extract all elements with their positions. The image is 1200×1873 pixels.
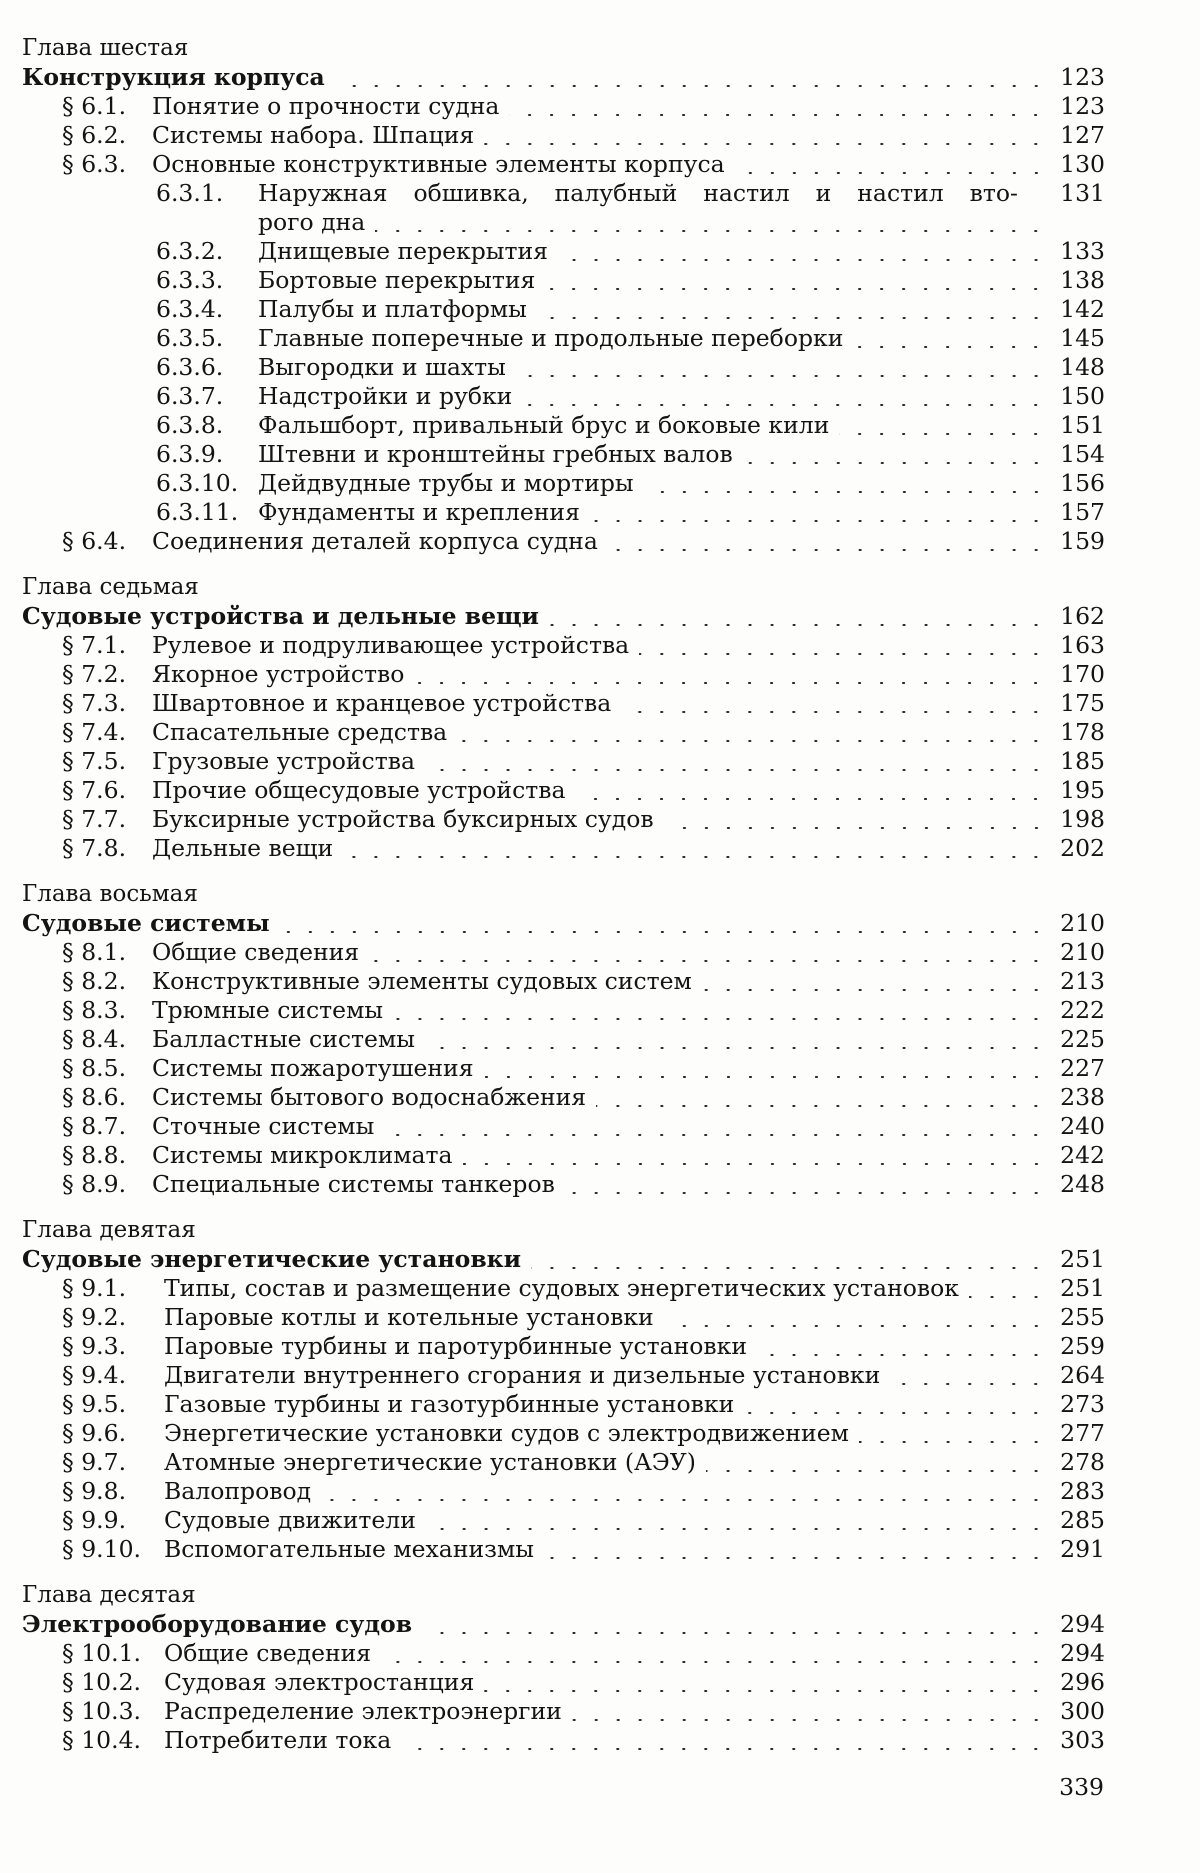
subsection-entry bbox=[22, 353, 1105, 382]
page-ref: 303 bbox=[1060, 1726, 1105, 1754]
subsection-entry bbox=[22, 295, 1105, 324]
dot-leader bbox=[596, 1105, 1047, 1107]
dot-leader bbox=[516, 375, 1047, 377]
section-entry bbox=[22, 1170, 1105, 1199]
entry-number: § 9.1. bbox=[62, 1274, 127, 1302]
entry-number: § 8.6. bbox=[62, 1083, 127, 1111]
entry-number: § 8.9. bbox=[62, 1170, 127, 1198]
dot-leader bbox=[735, 172, 1047, 174]
entry-title: Распределение электроэнергии bbox=[164, 1697, 562, 1725]
entry-number: 6.3.7. bbox=[156, 382, 224, 410]
page-ref: 238 bbox=[1060, 1083, 1105, 1111]
page-ref: 294 bbox=[1060, 1639, 1105, 1667]
entry-number: § 9.7. bbox=[62, 1448, 127, 1476]
page-ref: 163 bbox=[1060, 631, 1105, 659]
entry-number: § 9.8. bbox=[62, 1477, 127, 1505]
chapter-title-row bbox=[22, 909, 1105, 938]
page-ref: 123 bbox=[1060, 92, 1105, 120]
dot-leader bbox=[484, 1690, 1047, 1692]
dot-leader bbox=[509, 114, 1047, 116]
dot-leader bbox=[426, 1528, 1047, 1530]
page-ref: 242 bbox=[1060, 1141, 1105, 1169]
dot-leader bbox=[384, 1134, 1047, 1136]
page-ref: 142 bbox=[1060, 295, 1105, 323]
dot-leader bbox=[890, 1383, 1047, 1385]
dot-leader bbox=[545, 288, 1047, 290]
entry-number: § 7.1. bbox=[62, 631, 127, 659]
dot-leader bbox=[572, 1719, 1047, 1721]
page-ref: 157 bbox=[1060, 498, 1105, 526]
dot-leader bbox=[744, 1412, 1047, 1414]
dot-leader bbox=[644, 491, 1047, 493]
page-ref: 210 bbox=[1060, 909, 1105, 937]
entry-title: Буксирные устройства буксирных судов bbox=[152, 805, 654, 833]
entry-title: Системы пожаротушения bbox=[152, 1054, 474, 1082]
chapter-label: Глава восьмая bbox=[22, 881, 198, 907]
dot-leader bbox=[969, 1296, 1047, 1298]
entry-title: Конструктивные элементы судовых систем bbox=[152, 967, 692, 995]
entry-title: Грузовые устройства bbox=[152, 747, 415, 775]
dot-leader bbox=[549, 624, 1047, 626]
dot-leader bbox=[457, 740, 1047, 742]
entry-number: § 10.2. bbox=[62, 1668, 142, 1696]
chapter-title-row bbox=[22, 602, 1105, 631]
subsection-entry bbox=[22, 266, 1105, 295]
entry-number: 6.3.11. bbox=[156, 498, 239, 526]
section-entry bbox=[22, 938, 1105, 967]
entry-title: Потребители тока bbox=[164, 1726, 392, 1754]
section-entry bbox=[22, 996, 1105, 1025]
entry-number: § 6.2. bbox=[62, 121, 127, 149]
entry-number: § 9.4. bbox=[62, 1361, 127, 1389]
chapter-label: Глава шестая bbox=[22, 35, 189, 61]
section-entry bbox=[22, 1668, 1105, 1697]
section-entry bbox=[22, 1025, 1105, 1054]
entry-number: § 8.5. bbox=[62, 1054, 127, 1082]
dot-leader bbox=[335, 85, 1047, 87]
entry-title: Специальные системы танкеров bbox=[152, 1170, 555, 1198]
entry-number: § 7.4. bbox=[62, 718, 127, 746]
entry-number: § 8.1. bbox=[62, 938, 127, 966]
page-ref: 145 bbox=[1060, 324, 1105, 352]
entry-number: § 6.4. bbox=[62, 527, 127, 555]
entry-title: Фундаменты и крепления bbox=[258, 498, 580, 526]
entry-title: Рулевое и подруливающее устройства bbox=[152, 631, 630, 659]
page-ref: 133 bbox=[1060, 237, 1105, 265]
entry-title: Судовые движители bbox=[164, 1506, 416, 1534]
entry-number: § 9.5. bbox=[62, 1390, 127, 1418]
subsection-entry bbox=[22, 237, 1105, 266]
page-ref: 138 bbox=[1060, 266, 1105, 294]
entry-number: § 9.2. bbox=[62, 1303, 127, 1331]
entry-number: 6.3.5. bbox=[156, 324, 224, 352]
page-ref: 291 bbox=[1060, 1535, 1105, 1563]
section-entry bbox=[22, 1112, 1105, 1141]
entry-title: Газовые турбины и газотурбинные установки bbox=[164, 1390, 735, 1418]
dot-leader bbox=[537, 317, 1047, 319]
entry-title: Системы бытового водоснабжения bbox=[152, 1083, 587, 1111]
section-entry bbox=[22, 1639, 1105, 1668]
entry-title: Понятие о прочности судна bbox=[152, 92, 500, 120]
page-ref: 198 bbox=[1060, 805, 1105, 833]
section-entry bbox=[22, 660, 1105, 689]
entry-title-continued: рого дна bbox=[258, 208, 366, 236]
dot-leader bbox=[544, 1557, 1047, 1559]
entry-title: Двигатели внутреннего сгорания и дизельные установки bbox=[164, 1361, 881, 1389]
chapter-title: Судовые энергетические установки bbox=[22, 1245, 522, 1273]
subsection-entry bbox=[22, 411, 1105, 440]
chapter-label: Глава седьмая bbox=[22, 574, 199, 600]
section-entry bbox=[22, 1477, 1105, 1506]
page-ref: 285 bbox=[1060, 1506, 1105, 1534]
page-ref: 283 bbox=[1060, 1477, 1105, 1505]
entry-number: 6.3.2. bbox=[156, 237, 224, 265]
page-ref: 213 bbox=[1060, 967, 1105, 995]
section-entry bbox=[22, 967, 1105, 996]
dot-leader bbox=[393, 1018, 1047, 1020]
section-entry bbox=[22, 834, 1105, 863]
entry-title: Палубы и платформы bbox=[258, 295, 527, 323]
dot-leader bbox=[839, 433, 1047, 435]
entry-title: Бортовые перекрытия bbox=[258, 266, 536, 294]
section-entry bbox=[22, 1419, 1105, 1448]
entry-title: Типы, состав и размещение судовых энергетических установок bbox=[164, 1274, 959, 1302]
page-ref: 251 bbox=[1060, 1274, 1105, 1302]
section-entry bbox=[22, 1083, 1105, 1112]
entry-title: Прочие общесудовые устройства bbox=[152, 776, 566, 804]
page-ref: 185 bbox=[1060, 747, 1105, 775]
dot-leader bbox=[608, 549, 1047, 551]
page-ref: 156 bbox=[1060, 469, 1105, 497]
entry-title: Дельные вещи bbox=[152, 834, 334, 862]
section-entry bbox=[22, 805, 1105, 834]
entry-number: § 9.9. bbox=[62, 1506, 127, 1534]
entry-number: § 8.4. bbox=[62, 1025, 127, 1053]
page-ref: 294 bbox=[1060, 1610, 1105, 1638]
chapter-label: Глава девятая bbox=[22, 1217, 196, 1243]
chapter-label: Глава десятая bbox=[22, 1582, 196, 1608]
section-entry bbox=[22, 1535, 1105, 1564]
entry-title: Общие сведения bbox=[152, 938, 360, 966]
entry-number: 6.3.1. bbox=[156, 179, 224, 207]
chapter-title-row bbox=[22, 1610, 1105, 1639]
entry-title: Системы микроклимата bbox=[152, 1141, 453, 1169]
entry-number: § 9.6. bbox=[62, 1419, 127, 1447]
dot-leader bbox=[743, 462, 1047, 464]
section-entry bbox=[22, 1141, 1105, 1170]
dot-leader bbox=[425, 1047, 1047, 1049]
dot-leader bbox=[575, 798, 1047, 800]
entry-title: Сточные системы bbox=[152, 1112, 375, 1140]
dot-leader bbox=[853, 346, 1047, 348]
page-ref: 227 bbox=[1060, 1054, 1105, 1082]
dot-leader bbox=[639, 653, 1047, 655]
page-ref: 127 bbox=[1060, 121, 1105, 149]
section-entry bbox=[22, 1506, 1105, 1535]
section-entry bbox=[22, 631, 1105, 660]
dot-leader bbox=[664, 1325, 1047, 1327]
subsection-entry bbox=[22, 382, 1105, 411]
section-entry bbox=[22, 150, 1105, 179]
section-entry bbox=[22, 92, 1105, 121]
page-ref: 210 bbox=[1060, 938, 1105, 966]
entry-title: Энергетические установки судов с электродвижением bbox=[164, 1419, 849, 1447]
entry-title: Системы набора. Шпация bbox=[152, 121, 475, 149]
page-ref: 251 bbox=[1060, 1245, 1105, 1273]
subsection-entry bbox=[22, 440, 1105, 469]
page-ref: 255 bbox=[1060, 1303, 1105, 1331]
page-ref: 222 bbox=[1060, 996, 1105, 1024]
section-entry bbox=[22, 718, 1105, 747]
page-ref: 225 bbox=[1060, 1025, 1105, 1053]
dot-leader bbox=[664, 827, 1047, 829]
page-ref: 150 bbox=[1060, 382, 1105, 410]
entry-title: Балластные системы bbox=[152, 1025, 415, 1053]
entry-number: § 10.4. bbox=[62, 1726, 142, 1754]
dot-leader bbox=[565, 1192, 1047, 1194]
page-ref: 259 bbox=[1060, 1332, 1105, 1360]
chapter-title: Судовые системы bbox=[22, 909, 270, 937]
dot-leader bbox=[706, 1470, 1047, 1472]
entry-title: Надстройки и рубки bbox=[258, 382, 513, 410]
page-ref: 148 bbox=[1060, 353, 1105, 381]
page-ref: 178 bbox=[1060, 718, 1105, 746]
entry-title: Вспомогательные механизмы bbox=[164, 1535, 534, 1563]
entry-title: Спасательные средства bbox=[152, 718, 448, 746]
section-entry bbox=[22, 1361, 1105, 1390]
entry-number: § 7.5. bbox=[62, 747, 127, 775]
dot-leader bbox=[522, 404, 1047, 406]
page-ref: 248 bbox=[1060, 1170, 1105, 1198]
entry-number: 6.3.9. bbox=[156, 440, 224, 468]
entry-title: Дейдвудные трубы и мортиры bbox=[258, 469, 634, 497]
entry-number: § 7.8. bbox=[62, 834, 127, 862]
entry-title: Главные поперечные и продольные переборки bbox=[258, 324, 844, 352]
dot-leader bbox=[859, 1441, 1047, 1443]
page-ref: 131 bbox=[1060, 179, 1105, 207]
entry-title: Судовая электростанция bbox=[164, 1668, 475, 1696]
entry-number: § 6.1. bbox=[62, 92, 127, 120]
section-entry bbox=[22, 776, 1105, 805]
entry-title: Днищевые перекрытия bbox=[258, 237, 548, 265]
chapter-title: Электрооборудование судов bbox=[22, 1610, 413, 1638]
dot-leader bbox=[422, 1632, 1047, 1634]
entry-title: Швартовное и кранцевое устройства bbox=[152, 689, 612, 717]
section-entry bbox=[22, 1303, 1105, 1332]
section-entry bbox=[22, 1448, 1105, 1477]
entry-title: Наружная обшивка, палубный настил и настил вто- bbox=[258, 179, 1018, 207]
page-ref: 130 bbox=[1060, 150, 1105, 178]
dot-leader bbox=[401, 1748, 1047, 1750]
chapter-title-row bbox=[22, 1245, 1105, 1274]
entry-number: § 9.3. bbox=[62, 1332, 127, 1360]
section-entry bbox=[22, 1274, 1105, 1303]
page-ref: 159 bbox=[1060, 527, 1105, 555]
section-entry bbox=[22, 1332, 1105, 1361]
entry-number: § 8.7. bbox=[62, 1112, 127, 1140]
subsection-entry bbox=[22, 469, 1105, 498]
subsection-entry bbox=[22, 324, 1105, 353]
page-ref: 264 bbox=[1060, 1361, 1105, 1389]
page-ref: 154 bbox=[1060, 440, 1105, 468]
entry-number: § 8.3. bbox=[62, 996, 127, 1024]
entry-title: Паровые котлы и котельные установки bbox=[164, 1303, 654, 1331]
entry-number: 6.3.4. bbox=[156, 295, 224, 323]
page-ref: 273 bbox=[1060, 1390, 1105, 1418]
subsection-entry bbox=[22, 498, 1105, 527]
entry-title: Трюмные системы bbox=[152, 996, 384, 1024]
dot-leader bbox=[531, 1267, 1047, 1269]
entry-number: § 10.3. bbox=[62, 1697, 142, 1725]
entry-title: Выгородки и шахты bbox=[258, 353, 506, 381]
entry-number: § 10.1. bbox=[62, 1639, 142, 1667]
dot-leader bbox=[484, 143, 1047, 145]
entry-number: § 8.8. bbox=[62, 1141, 127, 1169]
entry-number: 6.3.6. bbox=[156, 353, 224, 381]
section-entry bbox=[22, 121, 1105, 150]
page-number: 339 bbox=[1059, 1773, 1104, 1801]
dot-leader bbox=[484, 1076, 1047, 1078]
entry-number: § 7.7. bbox=[62, 805, 127, 833]
page-ref: 240 bbox=[1060, 1112, 1105, 1140]
entry-title: Якорное устройство bbox=[152, 660, 405, 688]
page-ref: 195 bbox=[1060, 776, 1105, 804]
entry-title: Общие сведения bbox=[164, 1639, 372, 1667]
entry-number: § 7.2. bbox=[62, 660, 127, 688]
entry-title: Фальшборт, привальный брус и боковые кили bbox=[258, 411, 830, 439]
table-of-contents bbox=[22, 34, 1105, 1755]
entry-number: 6.3.8. bbox=[156, 411, 224, 439]
page-ref: 278 bbox=[1060, 1448, 1105, 1476]
entry-title: Атомные энергетические установки (АЭУ) bbox=[164, 1448, 696, 1476]
dot-leader bbox=[414, 682, 1047, 684]
page-ref: 175 bbox=[1060, 689, 1105, 717]
page-ref: 123 bbox=[1060, 63, 1105, 91]
section-entry bbox=[22, 1390, 1105, 1419]
dot-leader bbox=[463, 1163, 1047, 1165]
dot-leader bbox=[621, 711, 1047, 713]
dot-leader bbox=[321, 1499, 1047, 1501]
section-entry bbox=[22, 1697, 1105, 1726]
section-entry bbox=[22, 689, 1105, 718]
section-entry bbox=[22, 527, 1105, 556]
page-ref: 300 bbox=[1060, 1697, 1105, 1725]
entry-number: § 6.3. bbox=[62, 150, 127, 178]
chapter-title-row bbox=[22, 63, 1105, 92]
entry-title: Валопровод bbox=[164, 1477, 312, 1505]
dot-leader bbox=[369, 960, 1047, 962]
section-entry bbox=[22, 747, 1105, 776]
entry-title: Соединения деталей корпуса судна bbox=[152, 527, 598, 555]
entry-number: 6.3.3. bbox=[156, 266, 224, 294]
chapter-title: Судовые устройства и дельные вещи bbox=[22, 602, 539, 630]
page-ref: 296 bbox=[1060, 1668, 1105, 1696]
entry-number: 6.3.10. bbox=[156, 469, 239, 497]
dot-leader bbox=[375, 230, 1047, 232]
chapter-title: Конструкция корпуса bbox=[22, 63, 325, 91]
dot-leader bbox=[702, 989, 1047, 991]
subsection-entry bbox=[22, 179, 1105, 237]
dot-leader bbox=[280, 931, 1047, 933]
dot-leader bbox=[590, 520, 1047, 522]
page-ref: 170 bbox=[1060, 660, 1105, 688]
entry-number: § 7.6. bbox=[62, 776, 127, 804]
dot-leader bbox=[757, 1354, 1047, 1356]
section-entry bbox=[22, 1726, 1105, 1755]
entry-title: Паровые турбины и паротурбинные установки bbox=[164, 1332, 748, 1360]
entry-title: Штевни и кронштейны гребных валов bbox=[258, 440, 733, 468]
page-ref: 162 bbox=[1060, 602, 1105, 630]
dot-leader bbox=[381, 1661, 1047, 1663]
section-entry bbox=[22, 1054, 1105, 1083]
dot-leader bbox=[558, 259, 1047, 261]
dot-leader bbox=[343, 856, 1047, 858]
page-ref: 277 bbox=[1060, 1419, 1105, 1447]
entry-number: § 8.2. bbox=[62, 967, 127, 995]
entry-number: § 7.3. bbox=[62, 689, 127, 717]
entry-number: § 9.10. bbox=[62, 1535, 142, 1563]
page-ref: 202 bbox=[1060, 834, 1105, 862]
dot-leader bbox=[425, 769, 1047, 771]
entry-title: Основные конструктивные элементы корпуса bbox=[152, 150, 725, 178]
page-ref: 151 bbox=[1060, 411, 1105, 439]
